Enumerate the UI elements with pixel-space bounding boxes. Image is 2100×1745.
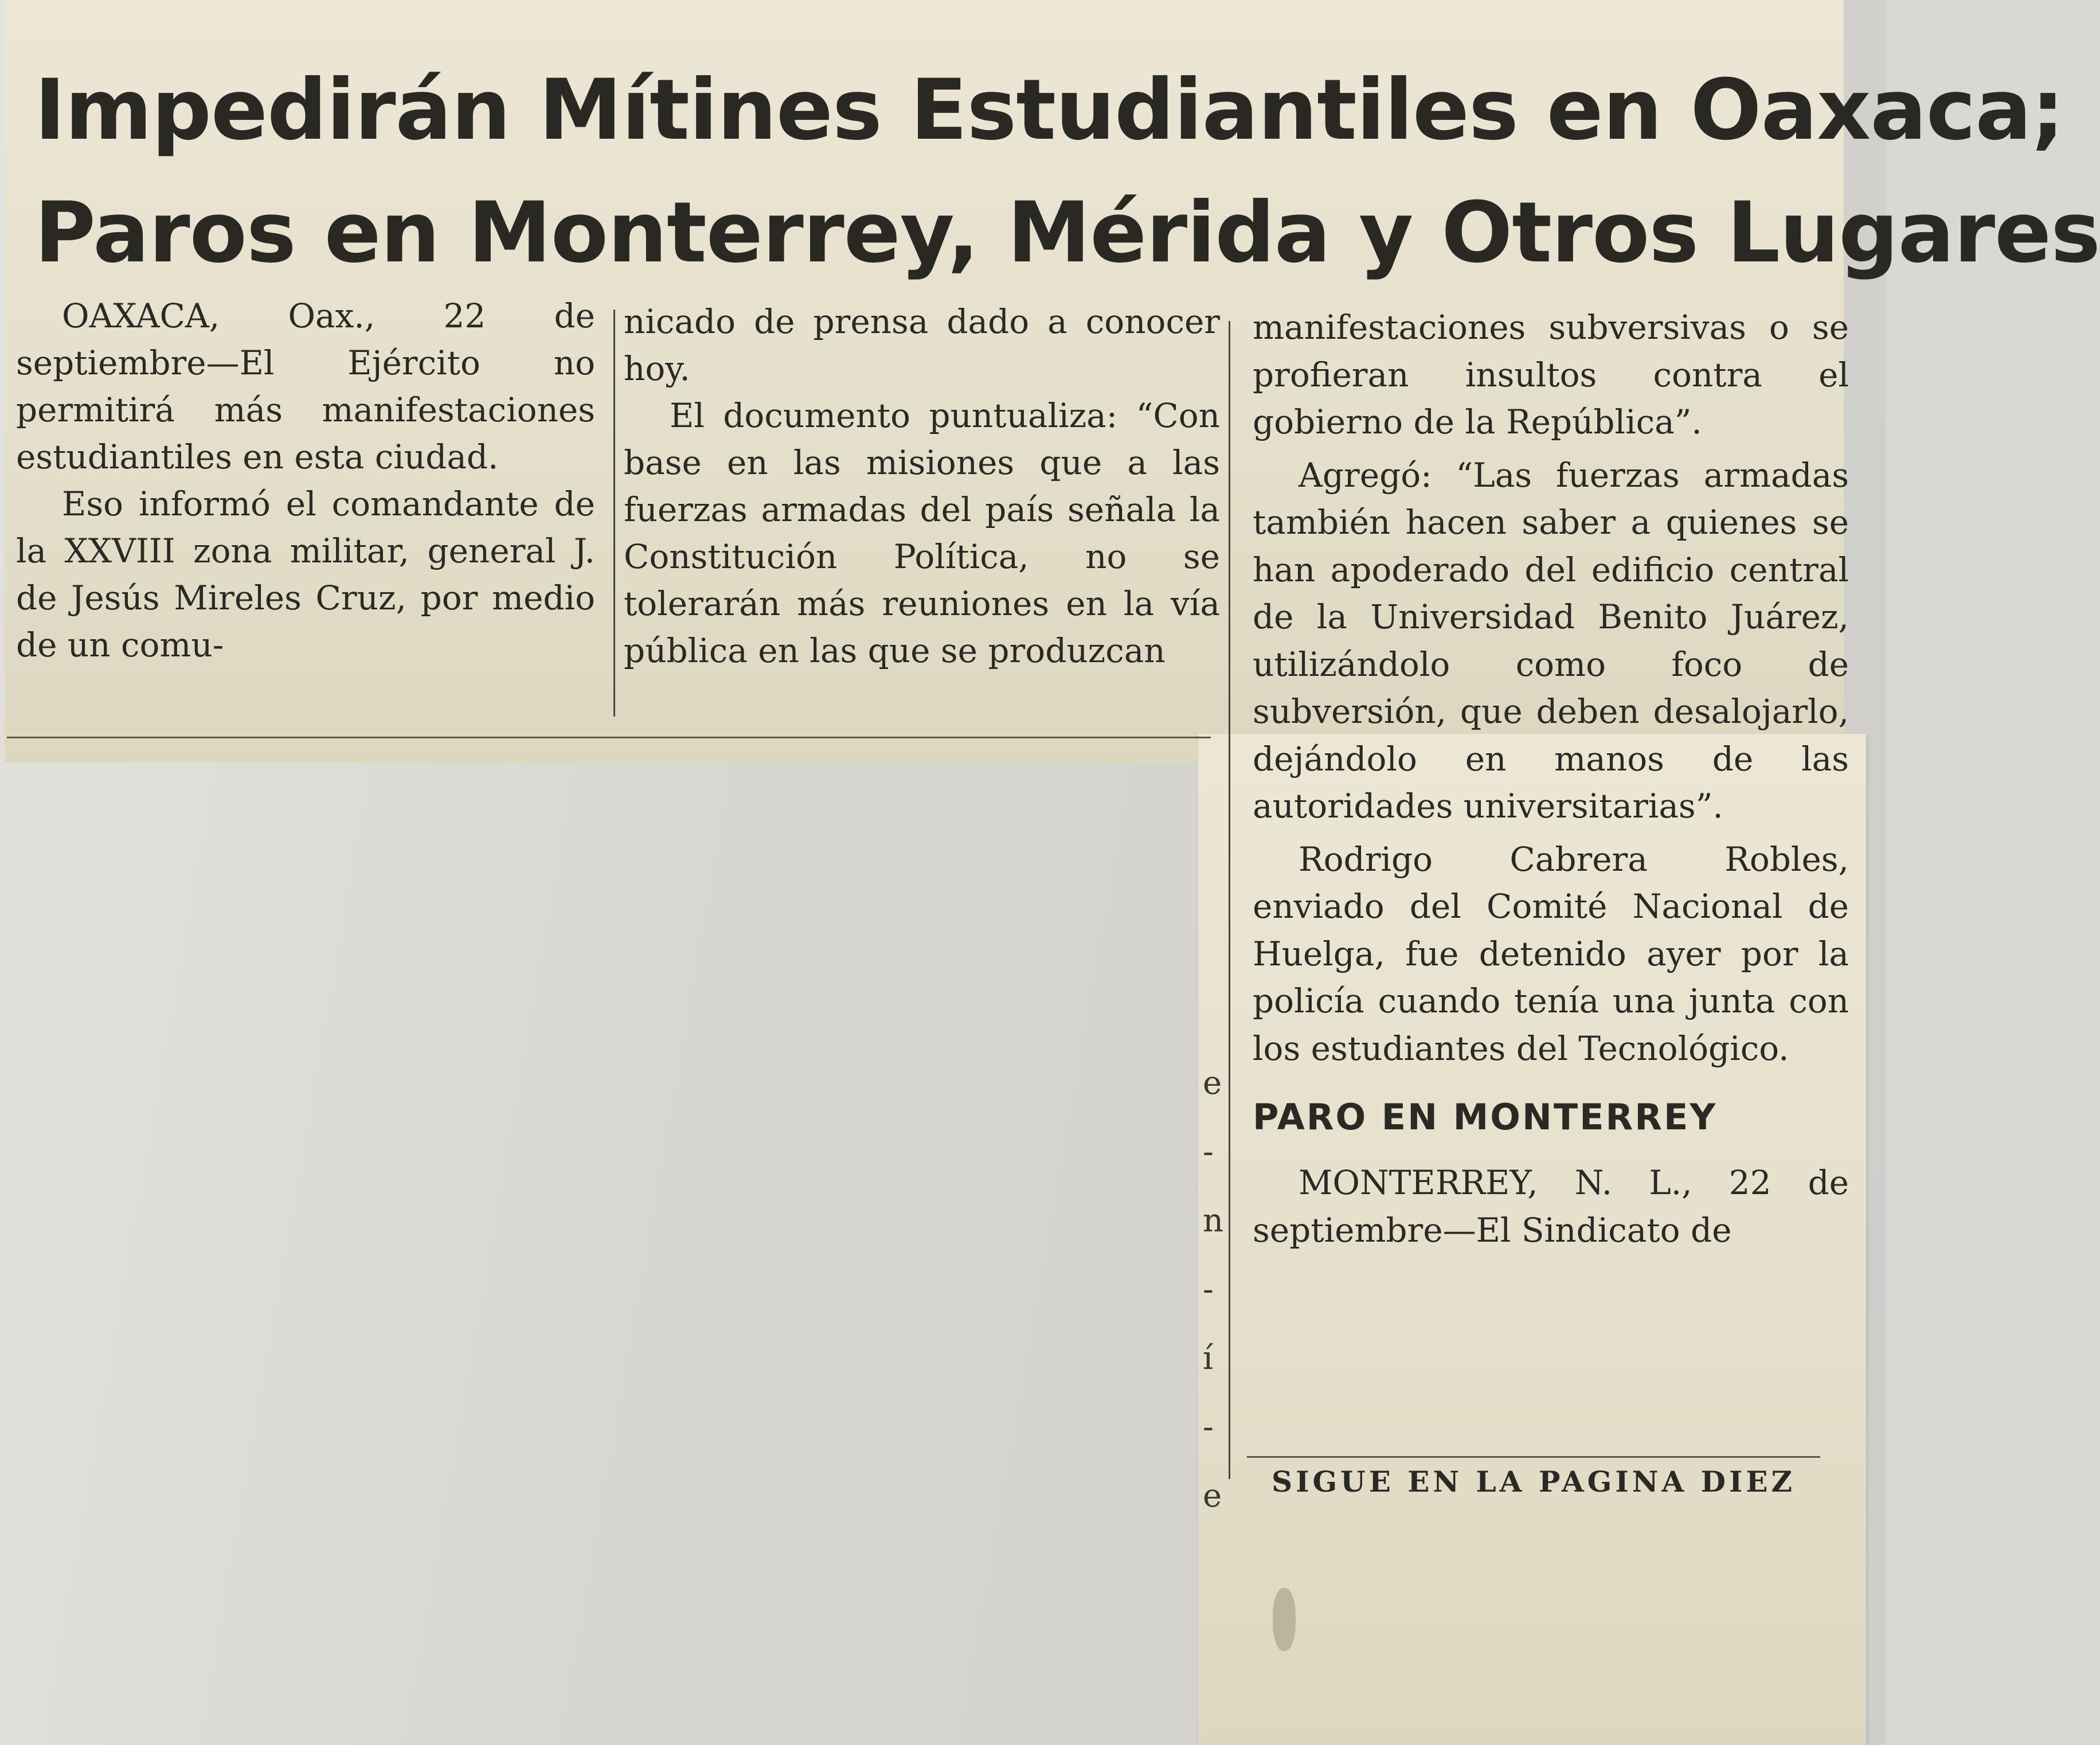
column-divider [1229, 321, 1230, 1479]
section-subhead: PARO EN MONTERREY [1253, 1096, 1718, 1138]
article-column-2 [624, 298, 1220, 674]
continued-on-page-note: SIGUE EN LA PAGINA DIEZ [1271, 1465, 1796, 1498]
text-fragment: - [1203, 1408, 1214, 1446]
paragraph: OAXACA, Oax., 22 de septiembre—El Ejército no permitirá más manifestaciones estudiantiles en esta ciudad. [16, 296, 595, 476]
paragraph: Agregó: “Las fuerzas armadas también hacen saber a quienes se han apoderado del edificio central de la Universidad Benito Juárez, utilizándolo como foco de subversión, que deben desalojarlo, dejándolo en manos de las autoridades universitarias”. [1253, 455, 1849, 825]
text-fragment: n [1203, 1202, 1224, 1239]
headline [34, 49, 2100, 294]
adjacent-column-fragments [1203, 1049, 1226, 1531]
text-fragment: e [1203, 1065, 1222, 1102]
footer-rule [1247, 1456, 1820, 1458]
paragraph: manifestaciones subversivas o se profieran insultos contra el gobierno de la República”. [1253, 308, 1849, 441]
text-fragment: - [1203, 1271, 1214, 1308]
text-fragment: - [1203, 1133, 1214, 1171]
article-column-1 [16, 292, 595, 668]
column-bottom-rule [7, 737, 1211, 738]
paragraph: Eso informó el comandante de la XXVIII zona militar, general J. de Jesús Mireles Cruz, por medio de un comu- [16, 484, 595, 664]
paragraph: nicado de prensa dado a conocer hoy. [624, 302, 1220, 388]
column-divider [613, 310, 615, 717]
paragraph: MONTERREY, N. L., 22 de septiembre—El Sindicato de [1253, 1163, 1849, 1250]
paragraph: El documento puntualiza: “Con base en las misiones que a las fuerzas armadas del país señala la Constitución Política, no se tolerarán más reuniones en la vía pública en las que se produzcan [624, 396, 1220, 670]
article-column-3 [1253, 304, 1849, 1254]
paragraph: Rodrigo Cabrera Robles, enviado del Comité Nacional de Huelga, fue detenido ayer por la policía cuando tenía una junta con los estudiantes del Tecnológico. [1253, 839, 1849, 1068]
headline-line-2: Paros en Monterrey, Mérida y Otros Lugares [34, 184, 2100, 281]
headline-line-1: Impedirán Mítines Estudiantiles en Oaxaca; [34, 61, 2064, 159]
text-fragment: í [1203, 1340, 1213, 1377]
ink-smudge [1273, 1588, 1296, 1651]
text-fragment: e [1203, 1477, 1222, 1515]
